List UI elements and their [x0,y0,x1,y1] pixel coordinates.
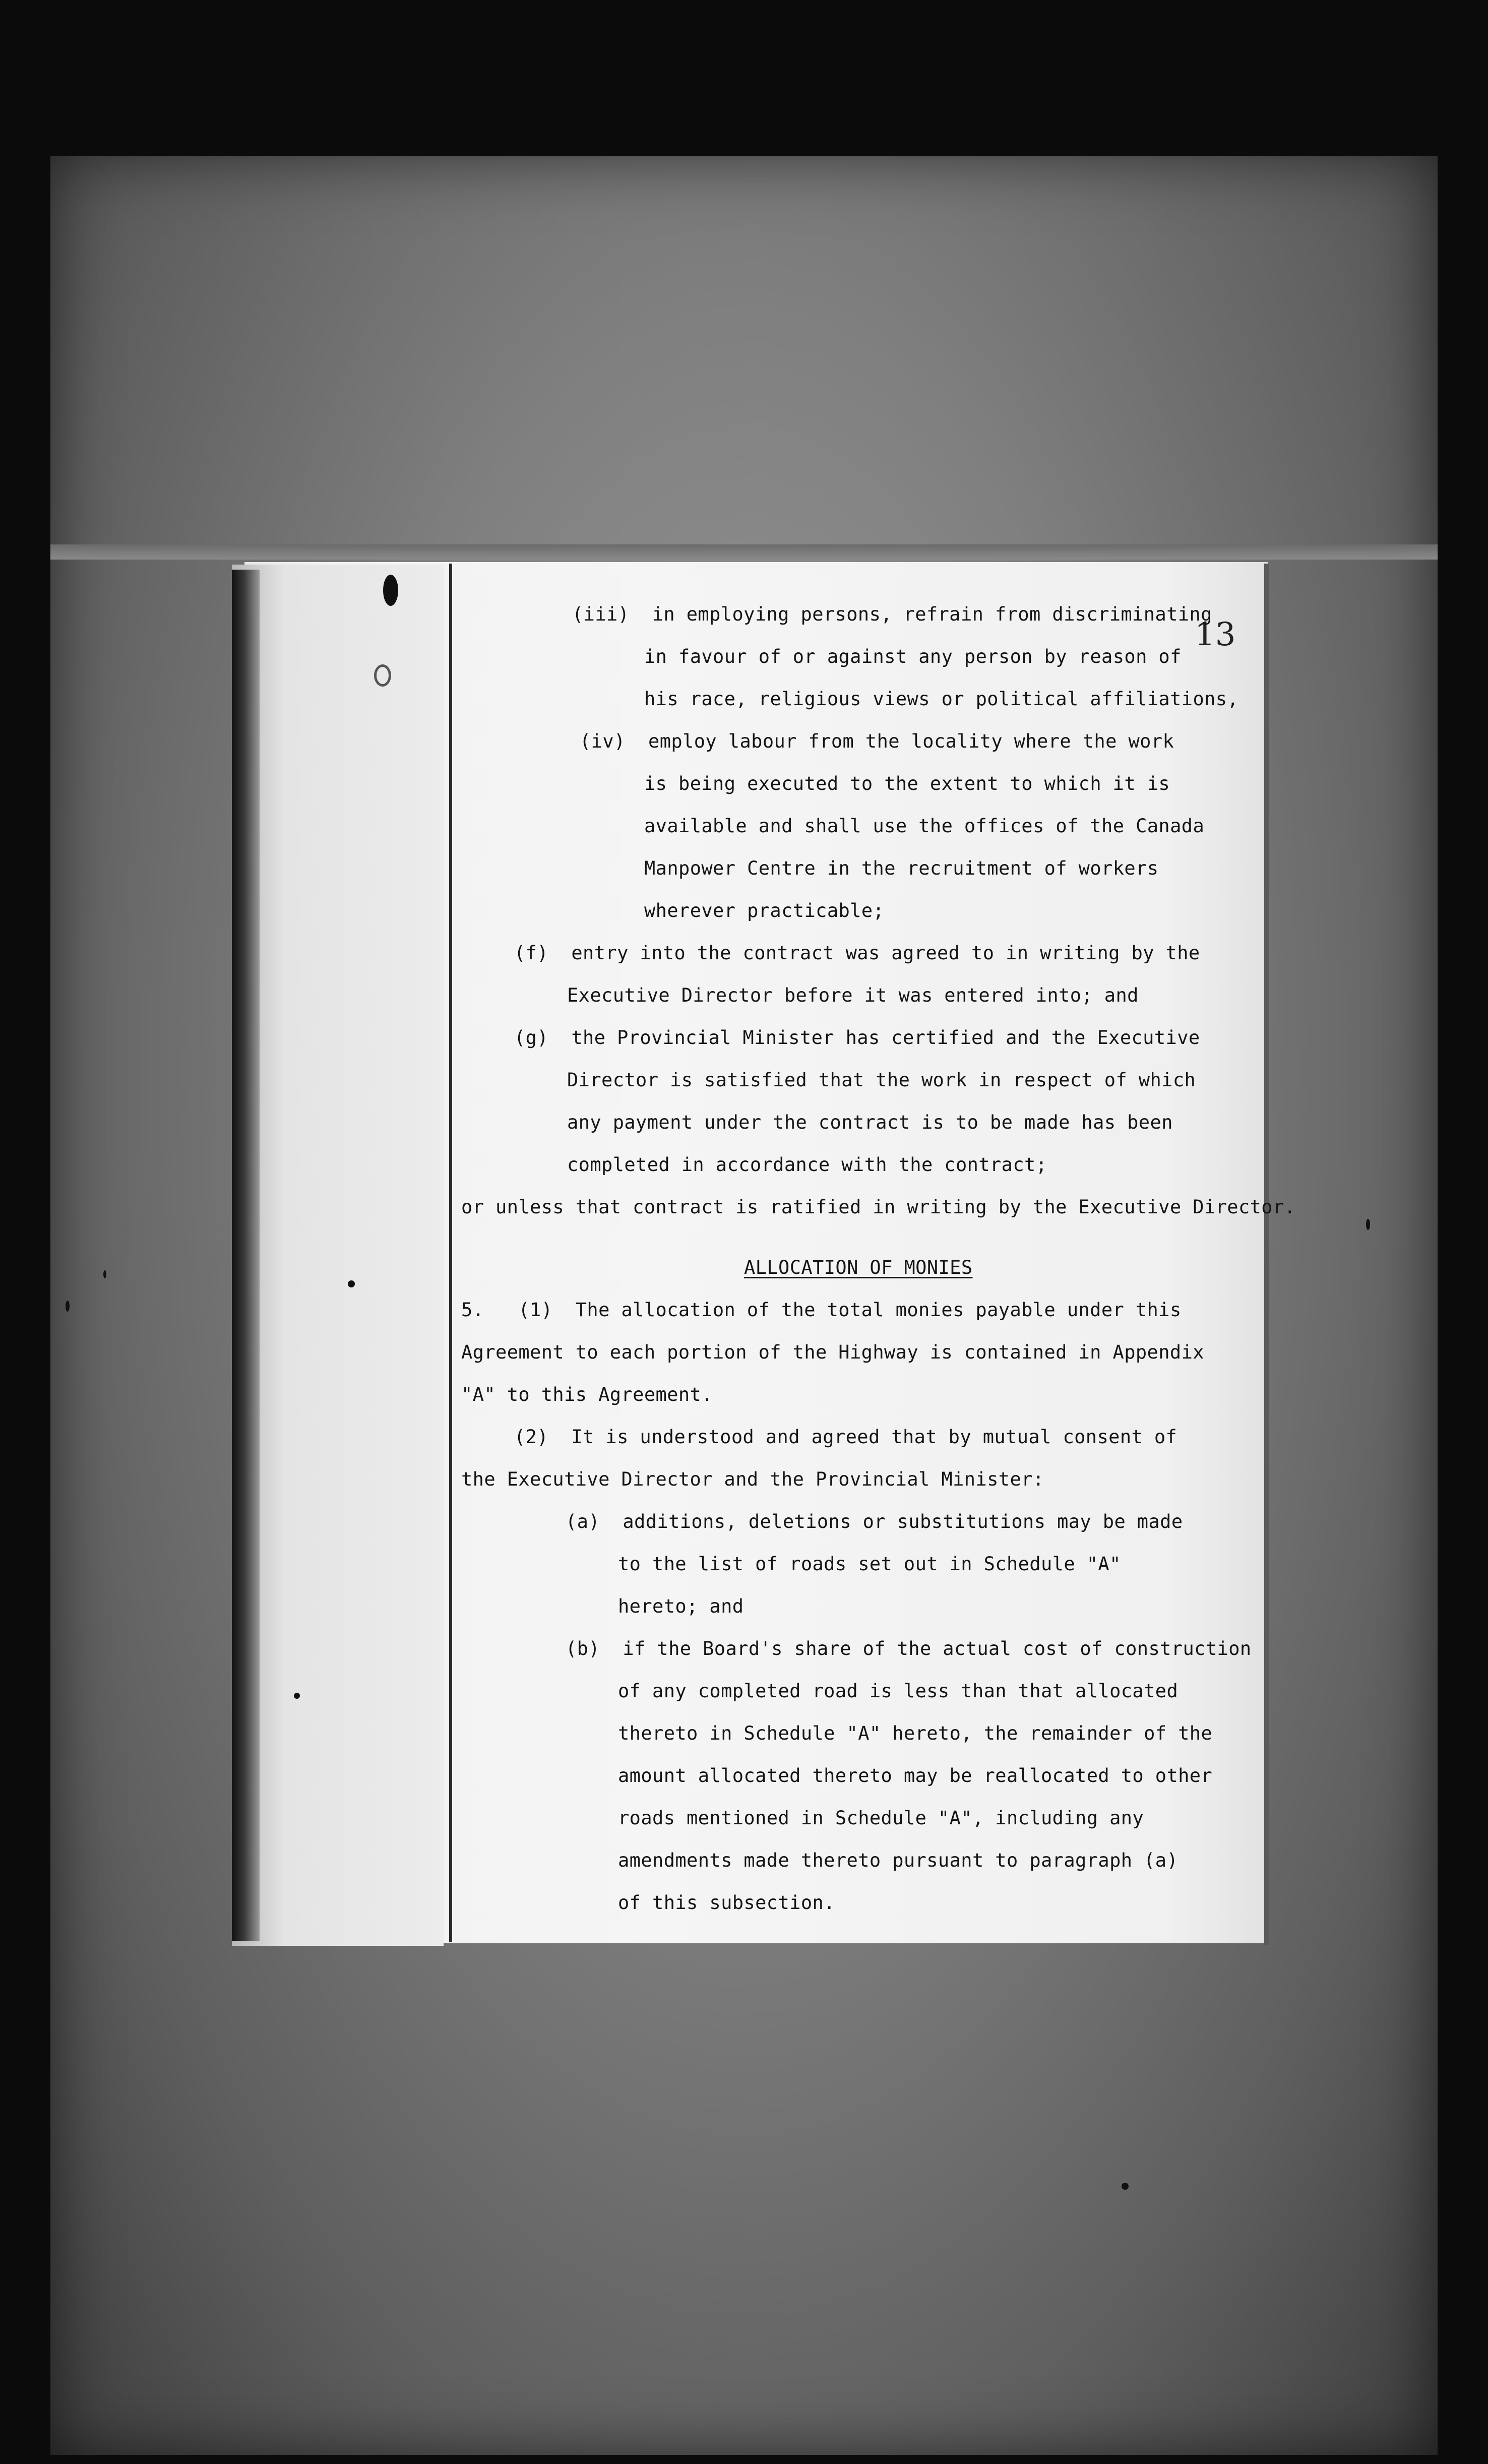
text-line-g: (g) the Provincial Minister has certified and the Executive [514,1027,1200,1049]
text-line: available and shall use the offices of the Canada [644,815,1205,837]
punch-hole-middle [374,664,391,687]
text-line: Executive Director before it was entered into; and [567,984,1139,1006]
film-speck [348,1280,355,1287]
text-line-f: (f) entry into the contract was agreed to in writing by the [514,942,1200,964]
text-line: to the list of roads set out in Schedule "A" [618,1553,1121,1575]
text-line-a: (a) additions, deletions or substitutions may be made [566,1511,1183,1532]
film-speck [103,1270,106,1278]
text-line: "A" to this Agreement. [461,1384,713,1405]
film-speck [1122,2183,1129,2190]
text-line: completed in accordance with the contract; [567,1154,1047,1176]
film-speck [1366,1219,1370,1230]
film-band [50,544,1438,560]
page-right-edge [1264,564,1269,1945]
text-line: amendments made thereto pursuant to paragraph (a) [618,1850,1179,1871]
text-line: Director is satisfied that the work in respect of which [567,1069,1196,1091]
text-line-b: (b) if the Board's share of the actual cost of construction [566,1638,1252,1659]
section-heading: ALLOCATION OF MONIES [744,1257,973,1278]
margin-rule [449,564,452,1942]
text-line: roads mentioned in Schedule "A", including any [618,1807,1144,1829]
punch-hole-top [383,575,398,606]
text-line-iv: (iv) employ labour from the locality where the work [580,730,1174,752]
text-line: Agreement to each portion of the Highway is contained in Appendix [461,1341,1204,1363]
binding-strip [232,565,444,1946]
page-left-edge [232,570,260,1941]
text-line-section-5: 5. (1) The allocation of the total monies payable under this [461,1299,1182,1321]
text-line: the Executive Director and the Provincial Minister: [461,1468,1044,1490]
text-line: hereto; and [618,1595,744,1617]
text-line: Manpower Centre in the recruitment of workers [644,857,1159,879]
text-line-iii: (iii) in employing persons, refrain from discriminating [572,603,1212,625]
text-line: of this subsection. [618,1892,835,1914]
text-line-subsection-2: (2) It is understood and agreed that by mutual consent of [514,1426,1177,1448]
text-line: in favour of or against any person by reason of [644,646,1182,667]
text-line: amount allocated thereto may be reallocated to other [618,1765,1213,1787]
text-line: is being executed to the extent to which it is [644,773,1170,794]
text-line: or unless that contract is ratified in writing by the Executive Director. [461,1196,1296,1218]
text-line: thereto in Schedule "A" hereto, the remainder of the [618,1722,1213,1744]
text-line: of any completed road is less than that allocated [618,1680,1179,1702]
film-speck [294,1693,300,1699]
text-line: wherever practicable; [644,900,885,921]
page-number: 13 [1195,616,1236,653]
film-speck [66,1301,70,1312]
text-line: any payment under the contract is to be made has been [567,1112,1173,1133]
text-line: his race, religious views or political affiliations, [644,688,1239,710]
